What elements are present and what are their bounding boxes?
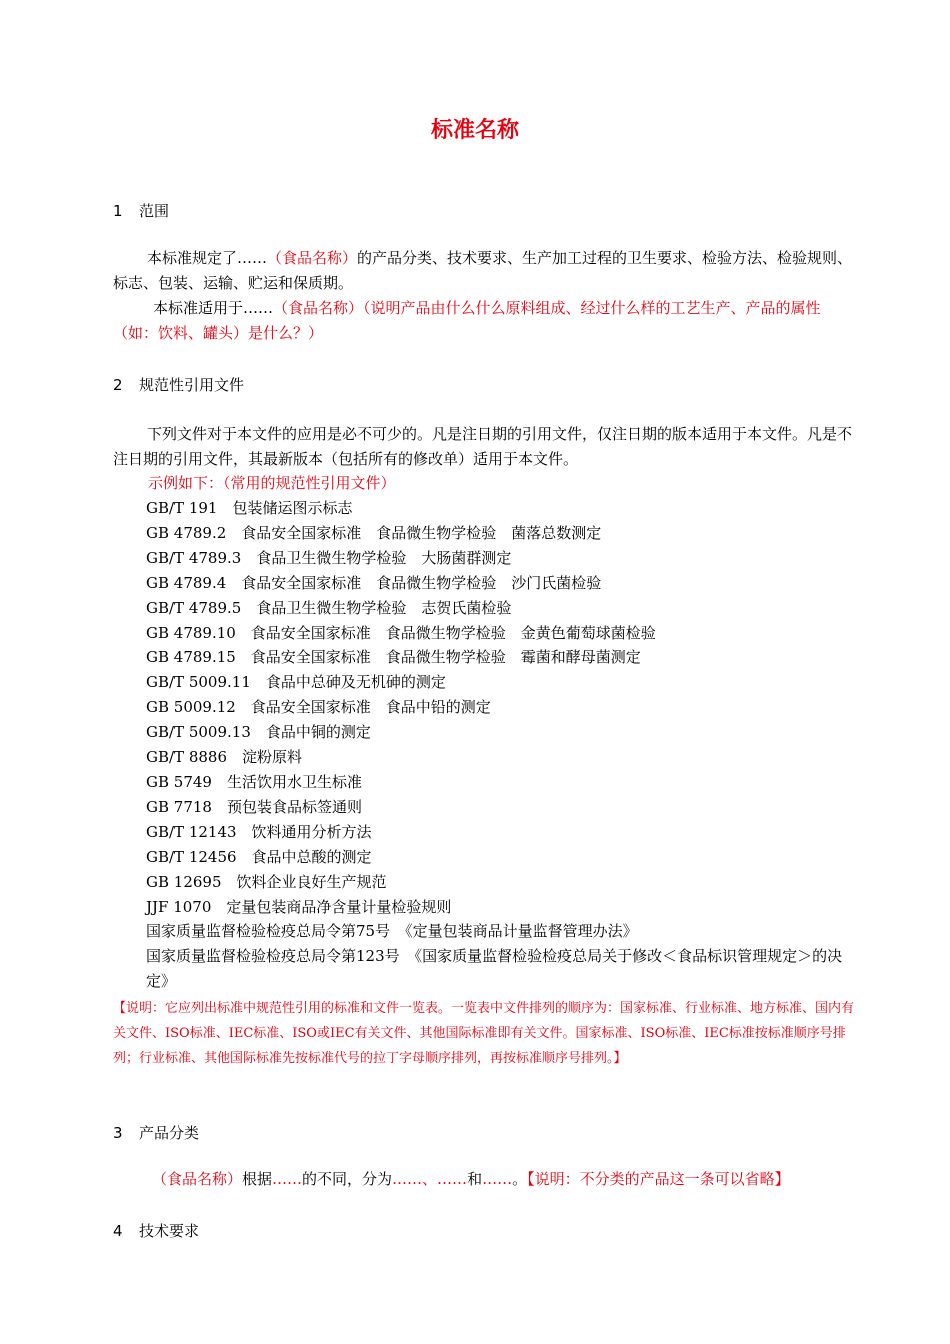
reference-item: GB 4789.4 食品安全国家标准 食品微生物学检验 沙门氏菌检验	[146, 573, 602, 592]
reference-item: GB 4789.2 食品安全国家标准 食品微生物学检验 菌落总数测定	[146, 523, 602, 542]
refs-note: 【说明：它应列出标准中规范性引用的标准和文件一览表。一览表中文件排列的顺序为：国家标准、行业标准、地方标准、国内有关文件、ISO标准、IEC标准、ISO或IEC有关文件、其他国际标准即有关文件。国家标准、ISO标准、IEC标准按标准顺序号排列；行业标准、其他国际标准先按标准代号的拉丁字母顺序排列，再按标准顺序号排列。】	[113, 1001, 855, 1066]
text: 本标准规定了……	[147, 249, 268, 267]
text: 本标准适用于……	[153, 299, 274, 317]
section-1-heading	[113, 200, 169, 221]
text: 和	[467, 1170, 483, 1188]
placeholder: ……、……	[392, 1170, 468, 1188]
reference-item: GB/T 5009.11 食品中总砷及无机砷的测定	[146, 673, 446, 692]
reference-item: GB 12695 饮料企业良好生产规范	[146, 872, 387, 891]
section-4-heading	[113, 1220, 199, 1241]
reference-item: GB/T 8886 淀粉原料	[146, 748, 303, 767]
placeholder: ……	[272, 1170, 303, 1188]
section-title: 技术要求	[139, 1222, 200, 1240]
placeholder: ……	[482, 1170, 513, 1188]
reference-item: GB 5749 生活饮用水卫生标准	[146, 772, 362, 791]
reference-item: GB 4789.10 食品安全国家标准 食品微生物学检验 金黄色葡萄球菌检验	[146, 623, 656, 642]
scope-paragraph-2	[113, 296, 861, 346]
section-number: 4	[113, 1222, 123, 1240]
reference-item: GB/T 4789.5 食品卫生微生物学检验 志贺氏菌检验	[146, 598, 512, 617]
refs-intro: 下列文件对于本文件的应用是必不可少的。凡是注日期的引用文件，仅注日期的版本适用于本文件。凡是不注日期的引用文件，其最新版本（包括所有的修改单）适用于本文件。	[113, 425, 853, 468]
section-2-heading	[113, 374, 244, 395]
reference-item: GB 7718 预包装食品标签通则	[146, 797, 362, 816]
section-number: 2	[113, 376, 123, 394]
reference-item: GB/T 191 包装储运图示标志	[146, 499, 353, 517]
section-number: 1	[113, 202, 123, 220]
page-title: 标准名称	[430, 118, 519, 143]
text: 的不同，分为	[302, 1170, 393, 1188]
reference-item: GB/T 4789.3 食品卫生微生物学检验 大肠菌群测定	[146, 548, 512, 567]
section-3-heading	[113, 1122, 199, 1143]
section-title: 规范性引用文件	[139, 376, 245, 394]
reference-list	[146, 496, 862, 994]
reference-item: JJF 1070 定量包装商品净含量计量检验规则	[146, 897, 452, 916]
text: 。	[512, 1170, 528, 1188]
reference-item: GB 4789.15 食品安全国家标准 食品微生物学检验 霉菌和酵母菌测定	[146, 648, 641, 667]
reference-item: 国家质量监督检验检疫总局令第75号 《定量包装商品计量监督管理办法》	[146, 922, 638, 941]
scope-note: （食品名称）（说明产品由什么什么原料组成、经过什么样的工艺生产、产品的属性（如：饮料、罐头）是什么？）	[113, 299, 821, 342]
section-number: 3	[113, 1124, 123, 1142]
text: 根据	[242, 1170, 273, 1188]
section-title: 产品分类	[139, 1124, 200, 1142]
classification-paragraph	[152, 1167, 872, 1192]
text: 的产品分类、技术要求、生产加工过程的卫生要求、检验方法、检验规则、标志、包装、运输、贮运和保质期。	[113, 249, 853, 292]
refs-example-label: 示例如下：（常用的规范性引用文件）	[148, 474, 396, 492]
reference-item: GB/T 5009.13 食品中铜的测定	[146, 723, 371, 742]
food-name-placeholder: （食品名称）	[152, 1170, 243, 1188]
reference-item: GB 5009.12 食品安全国家标准 食品中铅的测定	[146, 698, 491, 717]
reference-item: 国家质量监督检验检疫总局令第123号 《国家质量监督检验检疫总局关于修改＜食品标识管理规定＞的决定》	[146, 947, 843, 991]
reference-item: GB/T 12456 食品中总酸的测定	[146, 847, 372, 866]
section-title: 范围	[139, 202, 170, 220]
reference-item: GB/T 12143 饮料通用分析方法	[146, 822, 372, 841]
scope-paragraph-1	[113, 246, 861, 296]
food-name-placeholder: （食品名称）	[267, 249, 358, 267]
classification-note: 【说明：不分类的产品这一条可以省略】	[527, 1170, 790, 1188]
